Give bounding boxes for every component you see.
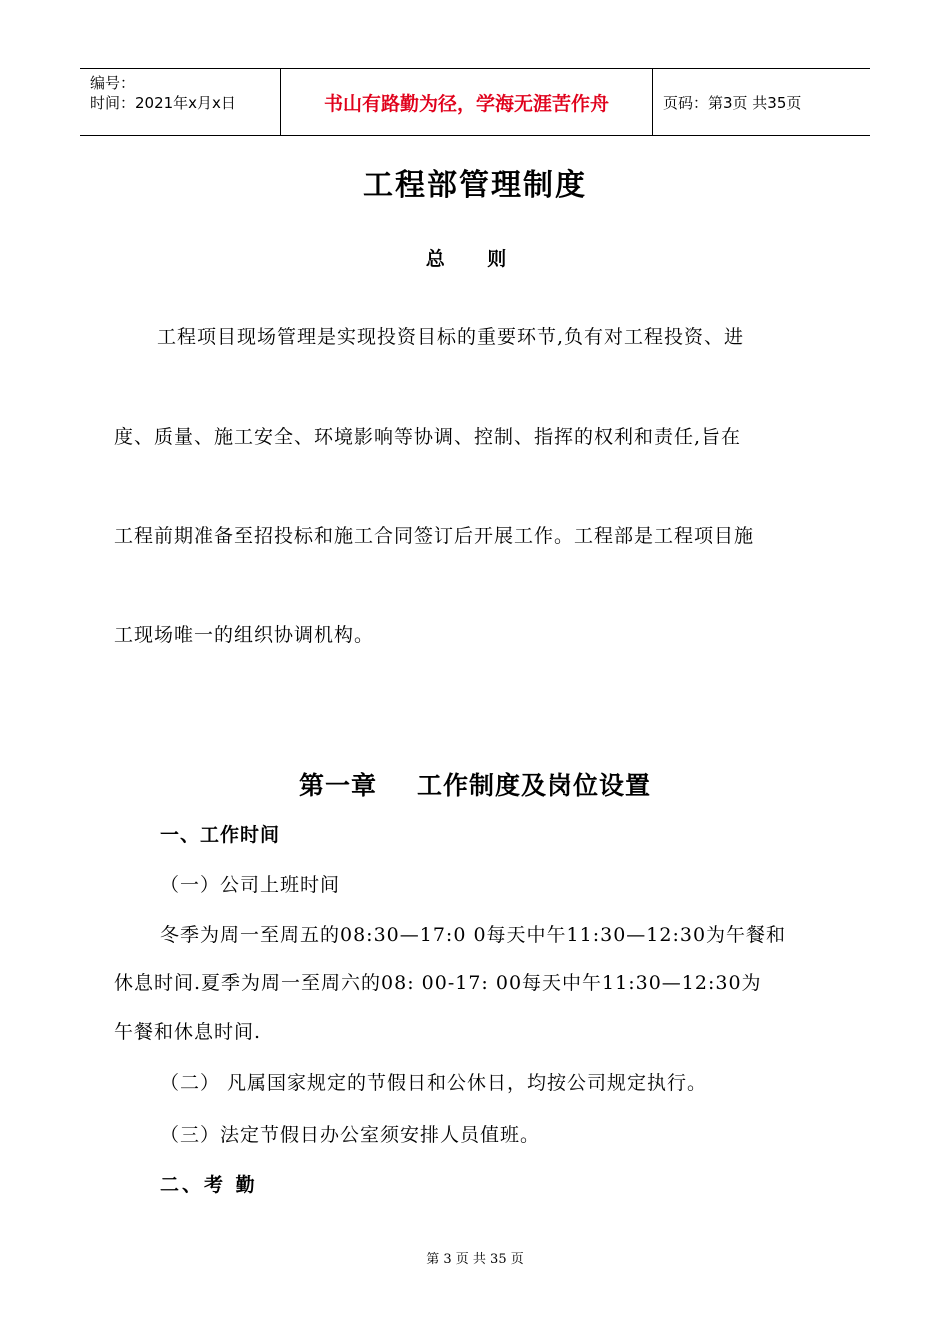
chapter-title: 工作制度及岗位设置 [417,771,652,800]
chapter-number: 第一章 [298,771,377,800]
header-page-label: 页码：第3页 共35页 [663,93,802,112]
time-label: 时间：2021年x月x日 [90,94,236,112]
page-header [80,68,870,136]
intro-line-1: 工程项目现场管理是实现投资目标的重要环节,负有对工程投资、进 [157,326,745,348]
number-label: 编号： [90,74,136,92]
section1-heading: 一、工作时间 [160,824,281,846]
intro-line-3: 工程前期准备至招投标和施工合同签订后开展工作。工程部是工程项目施 [114,525,755,547]
subsection1-heading: （一）公司上班时间 [160,874,341,896]
header-meta-cell [80,69,281,135]
subsection1-line-3: 午餐和休息时间. [114,1021,262,1043]
subsection1-line-1: 冬季为周一至周五的08:30—17:0 0每天中午11:30—12:30为午餐和 [160,924,787,946]
intro-line-2: 度、质量、施工安全、环境影响等协调、控制、指挥的权利和责任,旨在 [114,426,742,448]
page-footer: 第 3 页 共 35 页 [426,1252,524,1267]
header-motto: 书山有路勤为径，学海无涯苦作舟 [281,69,653,135]
document-subtitle: 总 则 [425,248,525,270]
subsection3-text: （三）法定节假日办公室须安排人员值班。 [160,1124,541,1146]
subsection1-line-2: 休息时间.夏季为周一至周六的08: 00-17: 00每天中午11:30—12:30为 [114,972,762,994]
chapter-heading [0,766,950,802]
document-title: 工程部管理制度 [363,168,587,203]
subsection2-text: （二） 凡属国家规定的节假日和公休日，均按公司规定执行。 [160,1072,708,1094]
section2-heading: 二、考 勤 [160,1174,258,1196]
intro-line-4: 工现场唯一的组织协调机构。 [114,624,375,646]
